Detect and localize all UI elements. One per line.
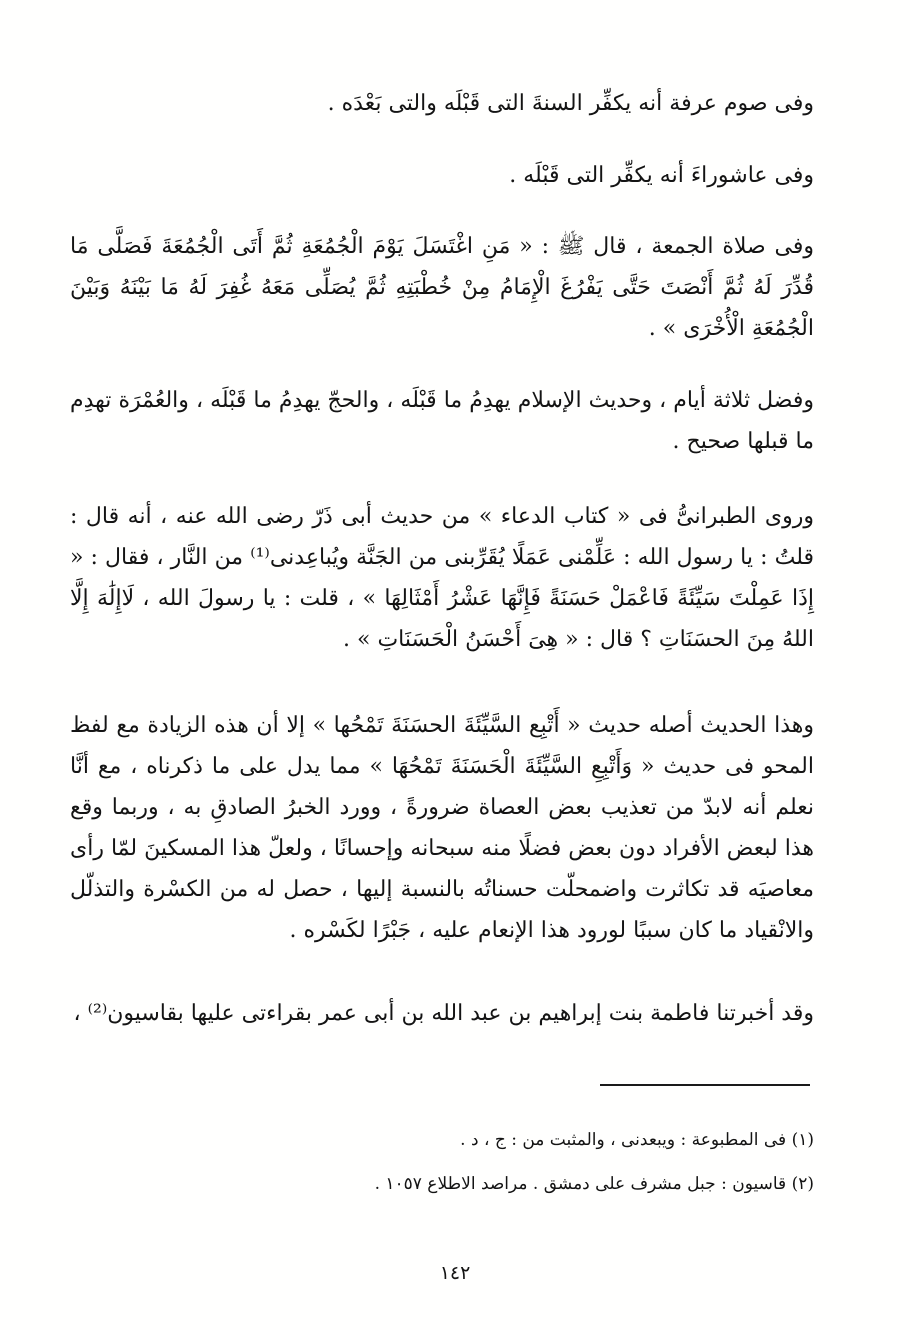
footnote-separator <box>600 1084 810 1086</box>
paragraph-isnad: وقد أخبرتنا فاطمة بنت إبراهيم بن عبد الله بن أبى عمر بقراءتى عليها بقاسيون⁽²⁾ ، <box>73 1001 814 1026</box>
footnote-2: (٢) قاسيون : جبل مشرف على دمشق . مراصد الاطلاع ١٠٥٧ . <box>374 1174 814 1194</box>
paragraph-tabarani: وروى الطبرانىُّ فى « كتاب الدعاء » من حديث أبى ذَرّ رضى الله عنه ، أنه قال : قلتُ : يا رسول الله : عَلِّمْنى عَمَلًا يُقَرِّبنى من الجَنَّة ويُباعِدنى⁽¹⁾ من النَّار ، فقال : « إِذَا عَمِلْتَ سَيِّئَةً فَاعْمَلْ حَسَنَةً فَإِنَّهَا عَشْرُ أَمْثَالِهَا » ، قلت : يا رسولَ الله ، لَاإِلَٰهَ إِلَّا اللهُ مِنَ الحسَنَاتِ ؟ قال : « هِىَ أَحْسَنُ الْحَسَنَاتِ » . <box>70 504 814 652</box>
paragraph-jumuah: وفى صلاة الجمعة ، قال ﷺ : « مَنِ اغْتَسَلَ يَوْمَ الْجُمُعَةِ ثُمَّ أَتَى الْجُمُعَةَ فَصَلَّى مَا قُدِّرَ لَهُ ثُمَّ أَنْصَتَ حَتَّى يَفْرُغَ الْإِمَامُ مِنْ خُطْبَتِهِ ثُمَّ يُصَلِّى مَعَهُ غُفِرَ لَهُ مَا بَيْنَهُ وَبَيْنَ الْجُمُعَةِ الْأُخْرَى » . <box>70 234 814 341</box>
footnote-1: (١) فى المطبوعة : ويبعدنى ، والمثبت من : ج ، د . <box>460 1130 814 1150</box>
paragraph-commentary: وهذا الحديث أصله حديث « أَتْبِع السَّيِّئَةَ الحسَنَةَ تَمْحُها » إلا أن هذه الزيادة مع لفظ المحو فى حديث « وَأَتْبِعِ السَّيِّئَةَ الْحَسَنَةَ تَمْحُهَا » مما يدل على ما ذكرناه ، مع أنَّا نعلم أنه لابدّ من تعذيب بعض العصاة ضرورةً ، وورد الخبرُ الصادقِ به ، وربما وقع هذا لبعض الأفراد دون بعض فضلًا منه سبحانه وإحسانًا ، ولعلّ هذا المسكينَ لمّا رأى معاصيَه قد تكاثرت واضمحلّت حسناتُه بالنسبة إليها ، حصل له من الكسْرة والتذلّل والانْقياد ما كان سببًا لورود هذا الإنعام عليه ، جَبْرًا لكَسْره . <box>70 713 814 943</box>
paragraph-ashura: وفى عاشوراءَ أنه يكفِّر التى قَبْلَه . <box>509 163 814 188</box>
paragraph-arafa: وفى صوم عرفة أنه يكفِّر السنةَ التى قَبْلَه والتى بَعْدَه . <box>327 91 814 116</box>
page-number: ١٤٢ <box>439 1262 471 1284</box>
paragraph-three-days: وفضل ثلاثة أيام ، وحديث الإسلام يهدِمُ ما قَبْلَه ، والحجّ يهدِمُ ما قَبْلَه ، والعُمْرَة تهدِم ما قبلها صحيح . <box>70 388 814 454</box>
